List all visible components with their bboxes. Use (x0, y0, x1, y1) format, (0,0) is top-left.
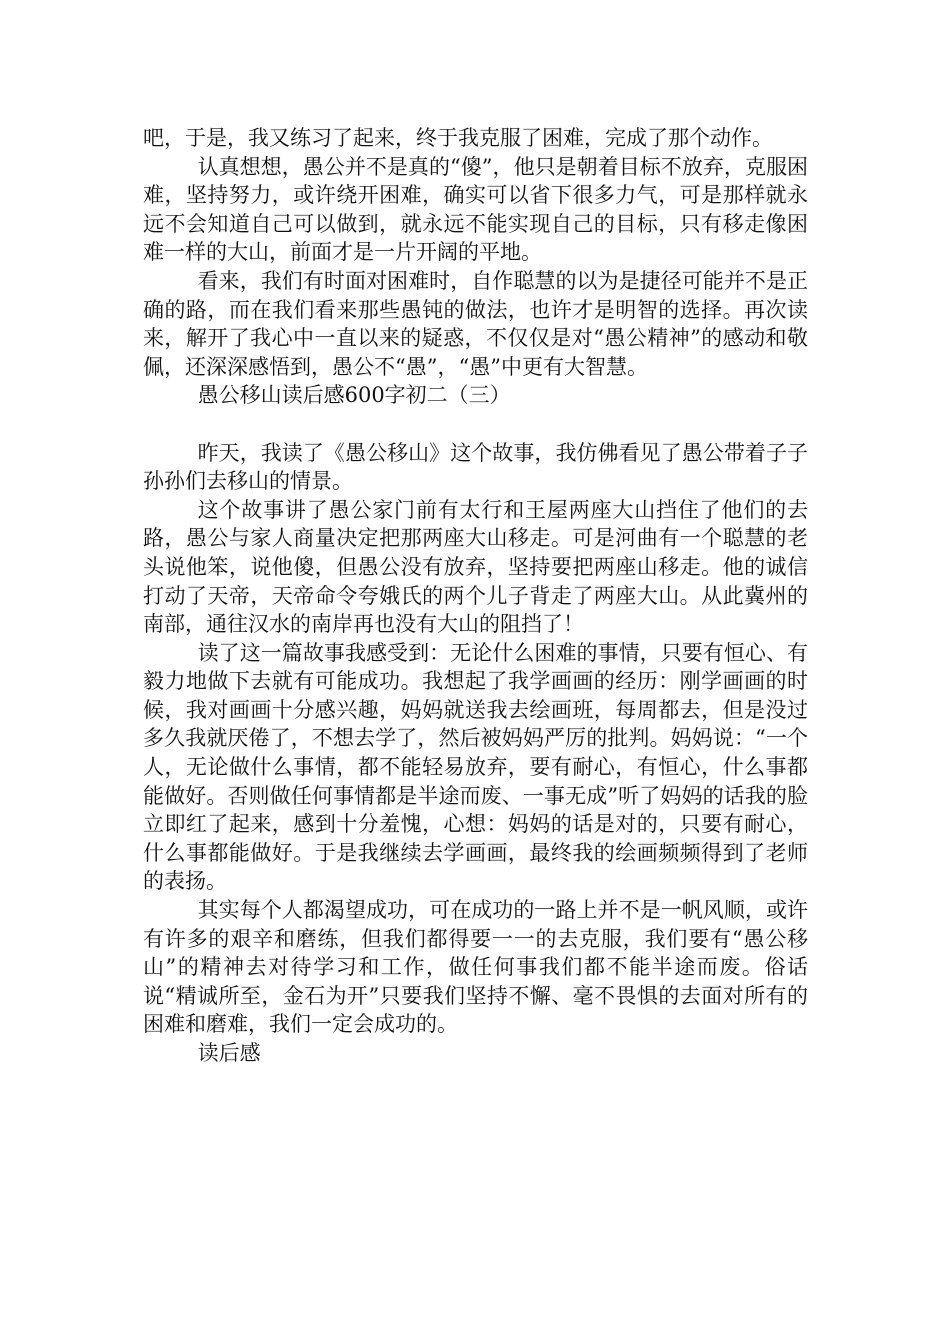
paragraph: 读了这一篇故事我感受到：无论什么困难的事情，只要有恒心、有毅力地做下去就有可能成功。我想起了我学画画的经历：刚学画画的时候，我对画画十分感兴趣，妈妈就送我去绘画班，每周都去，但是没过多久我就厌倦了，不想去学了，然后被妈妈严厉的批判。妈妈说：“一个人，无论做什么事情，都不能轻易放弃，要有耐心，有恒心，什么事都能做好。否则做任何事情都是半途而废、一事无成”听了妈妈的话我的脸立即红了起来，感到十分羞愧，心想：妈妈的话是对的，只要有耐心，什么事都能做好。于是我继续去学画画，最终我的绘画频频得到了老师的表扬。 (143, 640, 808, 894)
paragraph: 认真想想，愚公并不是真的“傻”，他只是朝着目标不放弃，克服困难，坚持努力，或许绕开困难，确实可以省下很多力气，可是那样就永远不会知道自己可以做到，就永远不能实现自己的目标，只有移走像困难一样的大山，前面才是一片开阔的平地。 (143, 154, 808, 265)
paragraph: 其实每个人都渴望成功，可在成功的一路上并不是一帆风顺，或许有许多的艰辛和磨练，但我们都得要一一的去克服，我们要有“愚公移山”的精神去对待学习和工作，做任何事我们都不能半途而废。俗话说“精诚所至，金石为开”只要我们坚持不懈、毫不畏惧的去面对所有的困难和磨难，我们一定会成功的。 (143, 898, 808, 1037)
category-tag: 读后感 (197, 1041, 261, 1065)
paragraph: 昨天，我读了《愚公移山》这个故事，我仿佛看见了愚公带着子子孙孙们去移山的情景。 (143, 440, 808, 494)
blank-line (143, 410, 808, 439)
paragraph: 看来，我们有时面对困难时，自作聪慧的以为是捷径可能并不是正确的路，而在我们看来那些愚钝的做法，也许才是明智的选择。再次读来，解开了我心中一直以来的疑惑，不仅仅是对“愚公精神”的感动和敬佩，还深深感悟到，愚公不“愚”，“愚”中更有大智慧。 (143, 268, 808, 379)
section-title: 愚公移山读后感600字初二（三） (197, 383, 511, 408)
paragraph-continued: 吧，于是，我又练习了起来，终于我克服了困难，完成了那个动作。 (143, 126, 773, 150)
paragraph: 这个故事讲了愚公家门前有太行和王屋两座大山挡住了他们的去路，愚公与家人商量决定把那两座大山移走。可是河曲有一个聪慧的老头说他笨，说他傻，但愚公没有放弃，坚持要把两座山移走。他的诚信打动了天帝，天帝命令夸娥氏的两个儿子背走了两座大山。从此冀州的南部，通往汉水的南岸再也没有大山的阻挡了！ (143, 497, 808, 637)
document-body (143, 124, 808, 1068)
